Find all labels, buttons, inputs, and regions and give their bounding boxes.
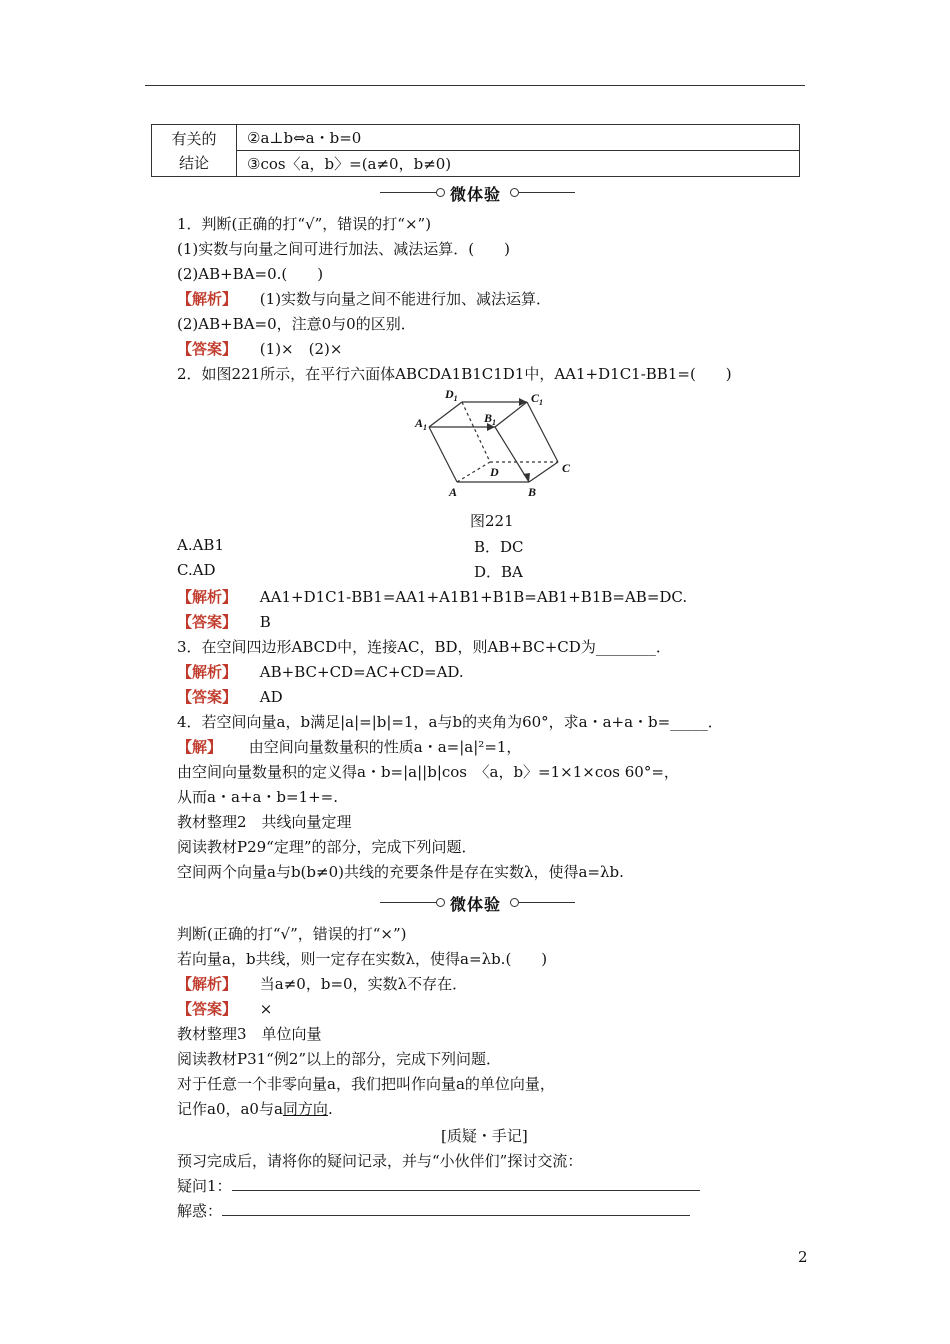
section3-content1: 对于任意一个非零向量a，我们把叫作向量a的单位向量， (177, 1075, 555, 1093)
q1-answer (177, 338, 342, 359)
edge-b1-b (495, 427, 529, 482)
section3-content2 (177, 1098, 333, 1119)
q2-option-d: D．BA (474, 563, 523, 581)
label-c1: $C_1$ (531, 391, 544, 407)
analysis-tag: 【解析】 (177, 975, 238, 993)
conclusion-table (151, 124, 800, 177)
table-label-line1: 有关的 (171, 129, 217, 148)
edge-b1-c1 (495, 402, 527, 427)
notes-answer (177, 1200, 690, 1221)
section-rule-left (380, 902, 436, 903)
q1-stem: 1．判断(正确的打“√”，错误的打“×”) (177, 215, 432, 233)
notes-title: [质疑・手记] (441, 1127, 528, 1145)
q3-analysis (177, 661, 464, 682)
analysis-text: 当a≠0，b=0，实数λ不存在． (259, 975, 468, 993)
analysis-text: AB+BC+CD=AC+CD=AD. (259, 663, 464, 681)
q3-answer (177, 686, 283, 707)
section2-content: 空间两个向量a与b(b≠0)共线的充要条件是存在实数λ，使得a=λb. (177, 863, 624, 881)
q5-item: 若向量a，b共线，则一定存在实数λ，使得a=λb.( ) (177, 950, 548, 968)
label-a: A (449, 485, 458, 499)
section-title: 微体验 (450, 185, 502, 204)
label-b1: $B_1$ (484, 411, 497, 427)
label-d1: $D_1$ (445, 387, 458, 403)
q1-analysis (177, 288, 551, 309)
arrow-head-icon (523, 473, 530, 482)
notes-intro: 预习完成后，请将你的疑问记录，并与“小伙伴们”探讨交流： (177, 1152, 583, 1170)
label-b: B (528, 485, 537, 499)
section-title: 微体验 (450, 895, 502, 914)
q4-stem: 4．若空间向量a，b满足|a|=|b|=1，a与b的夹角为60°，求a・a+a・b=_____． (177, 713, 723, 731)
table-label (152, 125, 237, 177)
table-label-line2: 结论 (178, 153, 209, 172)
q2-stem: 2．如图221所示，在平行六面体ABCDA1B1C1D1中，AA1+D1C1-BB1=( ) (177, 365, 732, 383)
edge-a-d (457, 462, 490, 482)
answer-tag: 【答案】 (177, 340, 238, 358)
q4-solution3: 从而a・a+a・b=1+=. (177, 788, 339, 806)
section3-read: 阅读教材P31“例2”以上的部分，完成下列问题． (177, 1050, 502, 1068)
label-d: D (490, 465, 499, 479)
answer-text: × (259, 1000, 273, 1018)
analysis-tag: 【解析】 (177, 588, 238, 606)
section3-title: 教材整理3 单位向量 (177, 1025, 322, 1043)
q1-item2: (2)AB+BA=0.( ) (177, 265, 324, 283)
q1-item1: (1)实数与向量之间可进行加法、减法运算．( ) (177, 240, 510, 258)
circle-ornament-icon (510, 898, 519, 907)
header-rule (145, 85, 805, 86)
question-field[interactable] (232, 1190, 700, 1191)
q2-option-b: B．DC (474, 538, 524, 556)
section-header-1 (380, 182, 580, 202)
solution-tag: 【解】 (177, 738, 223, 756)
answer-text: AD (259, 688, 283, 706)
analysis-tag: 【解析】 (177, 290, 238, 308)
edge-a1-d1 (429, 402, 462, 427)
section3-content2-post: . (327, 1100, 333, 1118)
section3-content2-pre: 记作a0，a0与a (177, 1100, 283, 1118)
answer-tag: 【答案】 (177, 1000, 238, 1018)
analysis-tag: 【解析】 (177, 663, 238, 681)
answer-field[interactable] (222, 1215, 690, 1216)
answer-text: (1)× (2)× (259, 340, 343, 358)
q2-option-a: A.AB1 (177, 536, 224, 554)
q1-analysis2: (2)AB+BA=0，注意0与0的区别． (177, 315, 416, 333)
circle-ornament-icon (436, 898, 445, 907)
q5-stem: 判断(正确的打“√”，错误的打“×”) (177, 925, 407, 943)
circle-ornament-icon (436, 188, 445, 197)
section2-read: 阅读教材P29“定理”的部分，完成下列问题． (177, 838, 477, 856)
answer-tag: 【答案】 (177, 688, 238, 706)
q2-answer (177, 611, 271, 632)
section-rule-right (519, 902, 575, 903)
q3-stem: 3．在空间四边形ABCD中，连接AC，BD，则AB+BC+CD为________． (177, 638, 671, 656)
solution-text: 由空间向量数量积的性质a・a=|a|²=1， (248, 738, 522, 756)
page-number: 2 (798, 1248, 808, 1266)
q5-answer (177, 998, 272, 1019)
section-header-2 (380, 892, 580, 912)
q2-option-c: C.AD (177, 561, 216, 579)
answer-label: 解惑： (177, 1202, 223, 1220)
edge-a1-a (429, 427, 457, 482)
circle-ornament-icon (510, 188, 519, 197)
edge-b-c (529, 462, 558, 482)
section2-title: 教材整理2 共线向量定理 (177, 813, 352, 831)
figure-caption: 图221 (470, 512, 514, 530)
q5-analysis (177, 973, 467, 994)
edge-c1-c (527, 402, 558, 462)
answer-tag: 【答案】 (177, 613, 238, 631)
section-rule-left (380, 192, 436, 193)
question-label: 疑问1： (177, 1177, 232, 1195)
parallelepiped-figure (405, 386, 580, 502)
q4-solution (177, 736, 521, 757)
analysis-text: (1)实数与向量之间不能进行加、减法运算． (259, 290, 552, 308)
section3-content2-underlined: 同方向 (282, 1100, 328, 1118)
table-row-perpendicular: ②a⊥b⇔a・b=0 (237, 125, 800, 151)
answer-text: B (259, 613, 271, 631)
label-c: C (562, 461, 571, 475)
notes-question (177, 1175, 700, 1196)
section-rule-right (519, 192, 575, 193)
table-row-cosine: ③cos〈a，b〉=(a≠0，b≠0) (237, 151, 800, 177)
q2-analysis (177, 586, 687, 607)
analysis-text: AA1+D1C1-BB1=AA1+A1B1+B1B=AB1+B1B=AB=DC. (259, 588, 688, 606)
label-a1: $A_1$ (415, 416, 428, 432)
q4-solution2: 由空间向量数量积的定义得a・b=|a||b|cos 〈a，b〉=1×1×cos 60°=， (177, 763, 679, 781)
